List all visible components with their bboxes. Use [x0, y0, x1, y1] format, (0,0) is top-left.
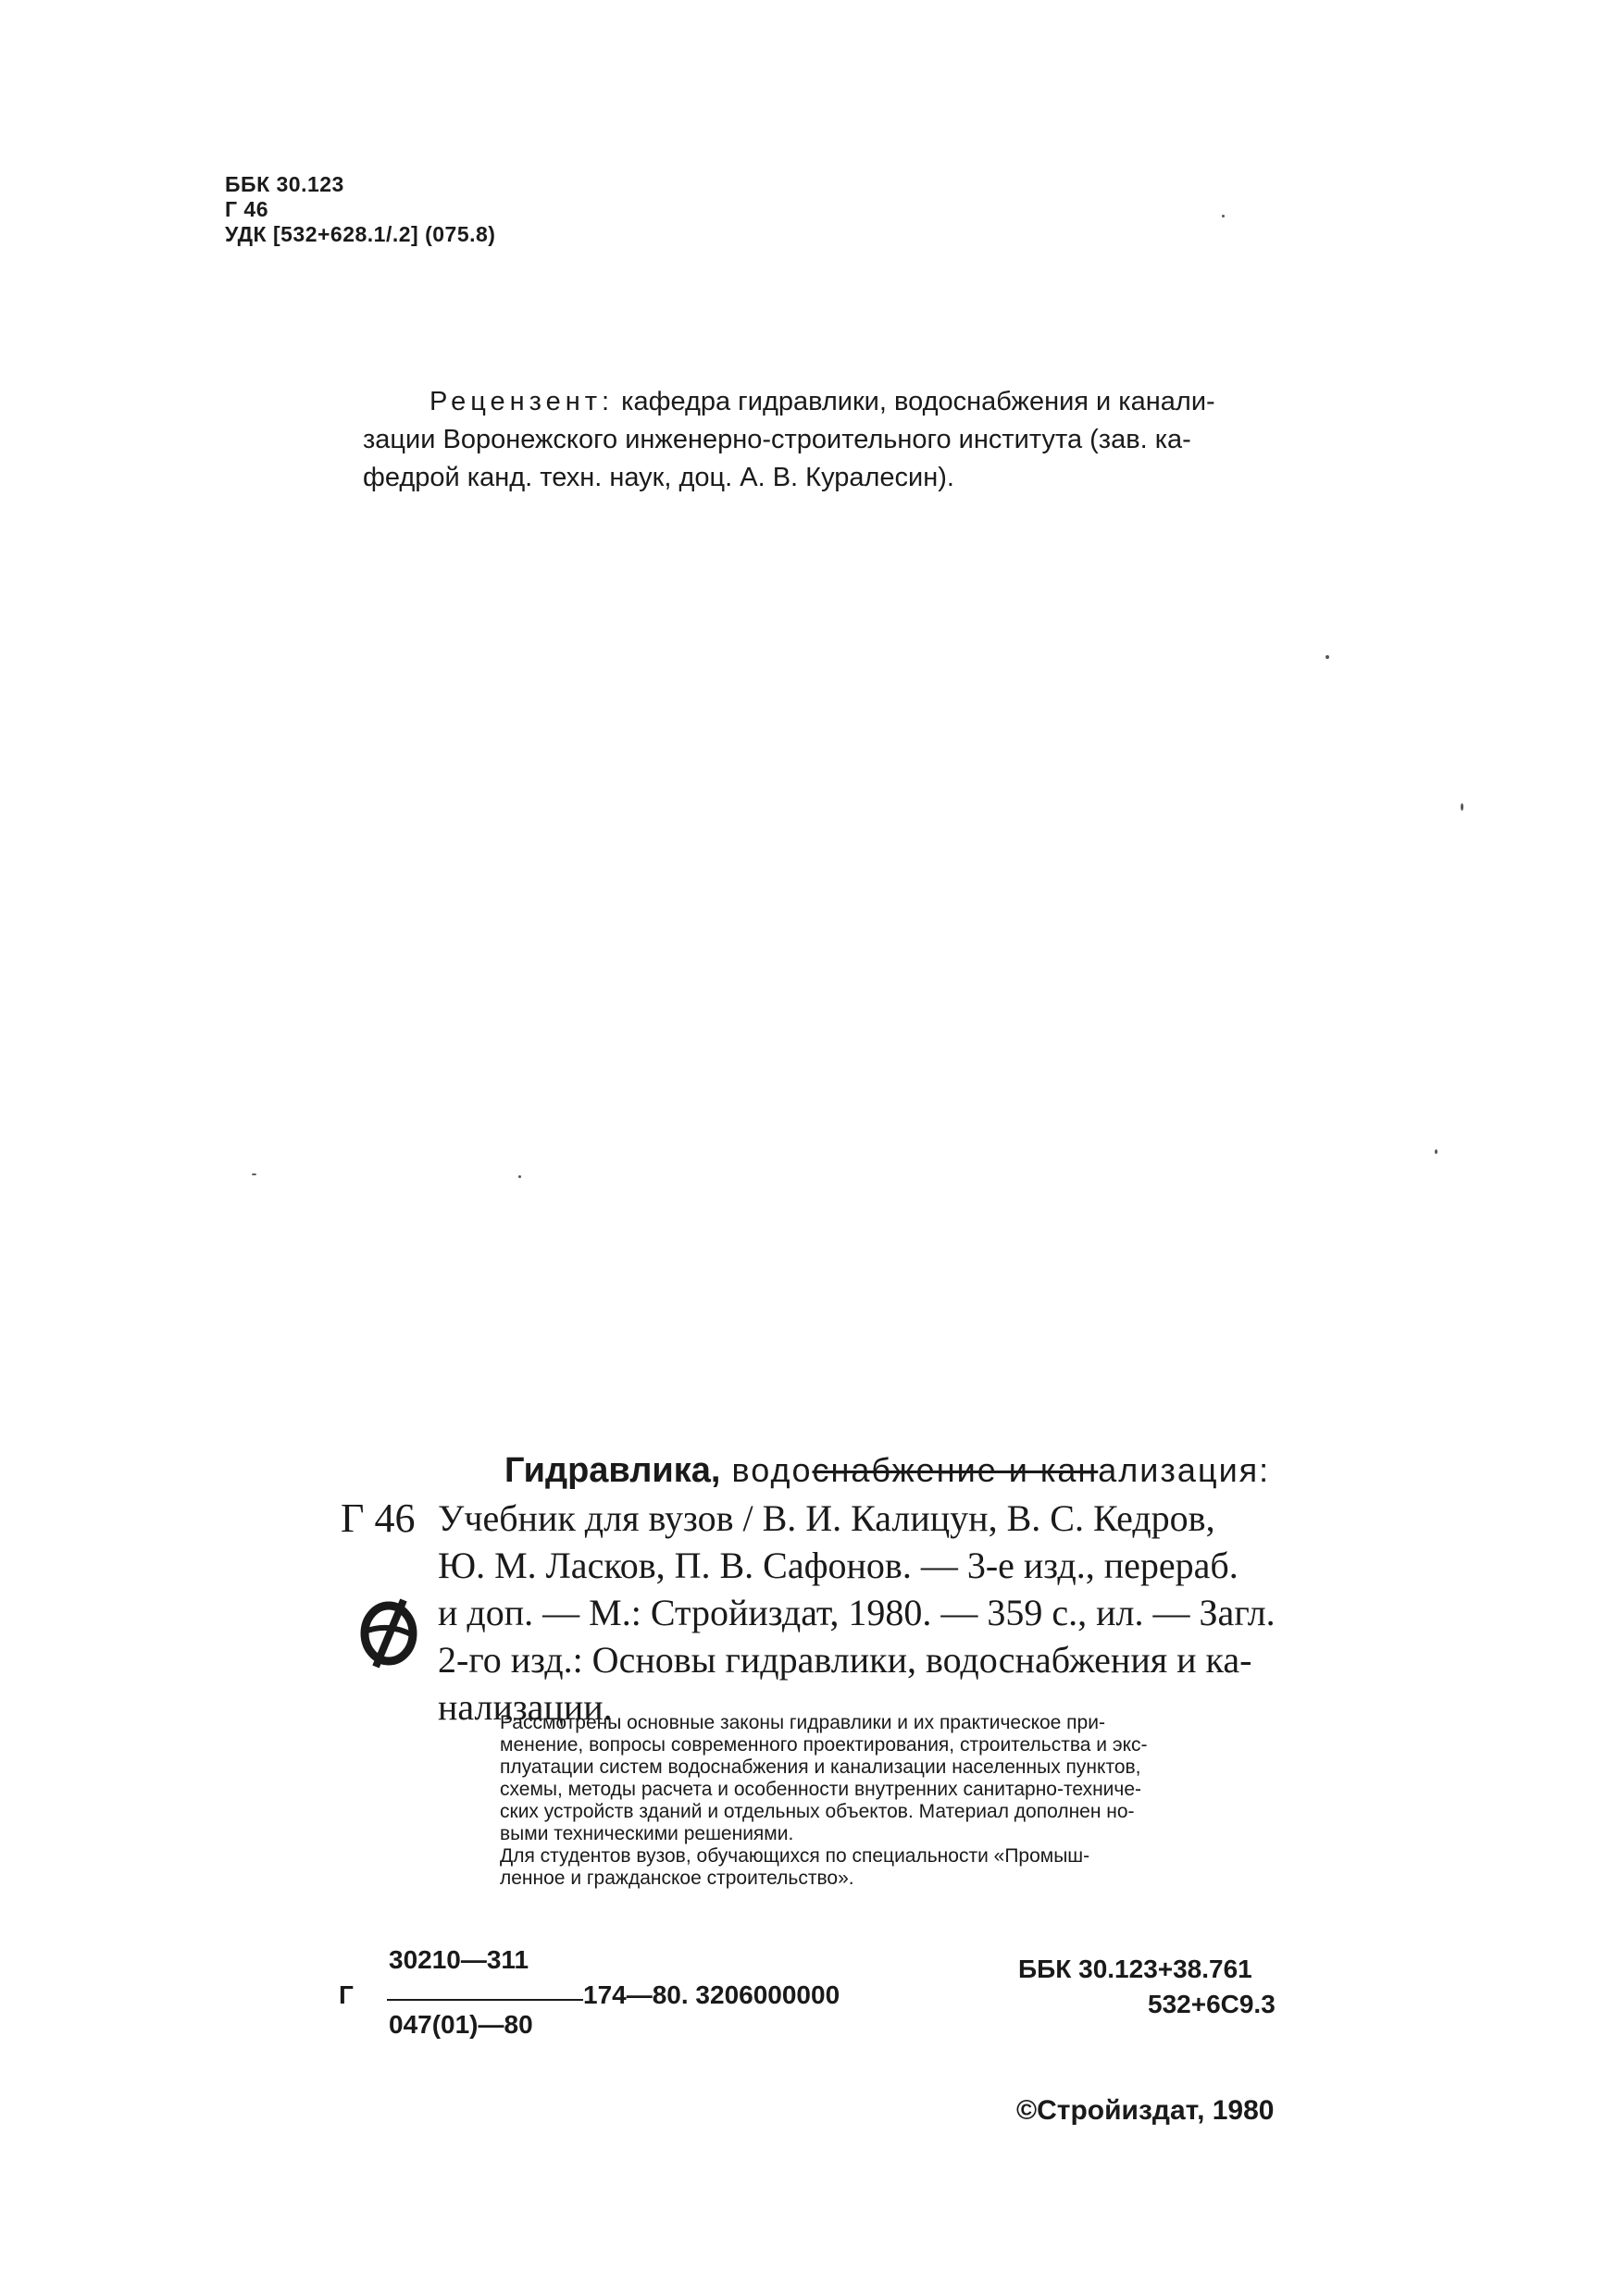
- imprint-numerator: 30210—311: [389, 1945, 529, 1974]
- book-title: Гидравлика,: [504, 1451, 721, 1490]
- scan-speck: [518, 1175, 521, 1178]
- bbk-code: ББК 30.123: [225, 172, 344, 196]
- scan-speck: [252, 1173, 256, 1175]
- annotation: [500, 1712, 1416, 1890]
- reviewer-text-2: зации Воронежского инженерно-строительного института (зав. ка-: [363, 425, 1191, 454]
- annotation-line: плуатации систем водоснабжения и канализации населенных пунктов,: [500, 1756, 1141, 1778]
- scan-speck: [1222, 215, 1225, 217]
- annotation-line: Для студентов вузов, обучающихся по специальности «Промыш-: [500, 1845, 1090, 1867]
- annotation-line: ских устройств зданий и отдельных объектов. Материал дополнен но-: [500, 1801, 1135, 1822]
- imprint-denominator: 047(01)—80: [389, 2010, 533, 2039]
- bbk-full-line-1: ББК 30.123+38.761: [1018, 1955, 1252, 1983]
- catalog-description: [438, 1446, 1419, 1731]
- catalog-line-2: Учебник для вузов / В. И. Калицун, В. С. Кедров,: [438, 1497, 1215, 1539]
- book-title-end: ализация:: [1098, 1451, 1271, 1489]
- udk-code: УДК [532+628.1/.2] (075.8): [225, 222, 496, 246]
- reviewer-note: [363, 383, 1427, 497]
- copyright: ©Стройиздат, 1980: [1016, 2095, 1275, 2126]
- annotation-line: менение, вопросы современного проектирования, строительства и экс-: [500, 1734, 1148, 1756]
- book-title-struck: снабжение и кан: [812, 1451, 1099, 1489]
- catalog-line-6: нализации.: [438, 1686, 613, 1728]
- scan-speck: [1461, 803, 1463, 811]
- catalog-line-5: 2-го изд.: Основы гидравлики, водоснабжения и ка-: [438, 1639, 1252, 1681]
- catalog-line-4: и доп. — М.: Стройиздат, 1980. — 359 с., ил. — Загл.: [438, 1592, 1276, 1633]
- catalog-line-3: Ю. М. Ласков, П. В. Сафонов. — 3-е изд., перераб.: [438, 1545, 1238, 1586]
- annotation-line: схемы, методы расчета и особенности внутренних санитарно-техниче-: [500, 1779, 1142, 1800]
- reviewer-text-3: федрой канд. техн. наук, доц. А. В. Куралесин).: [363, 463, 954, 492]
- annotation-line: Рассмотрены основные законы гидравлики и их практическое при-: [500, 1712, 1105, 1733]
- reviewer-text-1: кафедра гидравлики, водоснабжения и канали-: [614, 387, 1215, 416]
- annotation-line: ленное и гражданское строительство».: [500, 1868, 854, 1889]
- imprint-suffix: 174—80. 3206000000: [583, 1980, 840, 2009]
- fraction-line: [387, 1999, 583, 2001]
- reviewer-label: Рецензент:: [429, 387, 615, 416]
- imprint-letter: Г: [339, 1980, 354, 2009]
- annotation-line: выми техническими решениями.: [500, 1823, 794, 1844]
- catalog-card-index: Г 46: [341, 1496, 416, 1541]
- bbk-full-line-2: 532+6С9.3: [1148, 1990, 1276, 2018]
- index-code: Г 46: [225, 197, 269, 221]
- scan-speck: [1326, 655, 1329, 659]
- scan-speck: [1435, 1149, 1438, 1154]
- publisher-logo-icon: [355, 1595, 422, 1669]
- book-title-rest: водо: [720, 1451, 813, 1489]
- classification-codes: [225, 172, 495, 247]
